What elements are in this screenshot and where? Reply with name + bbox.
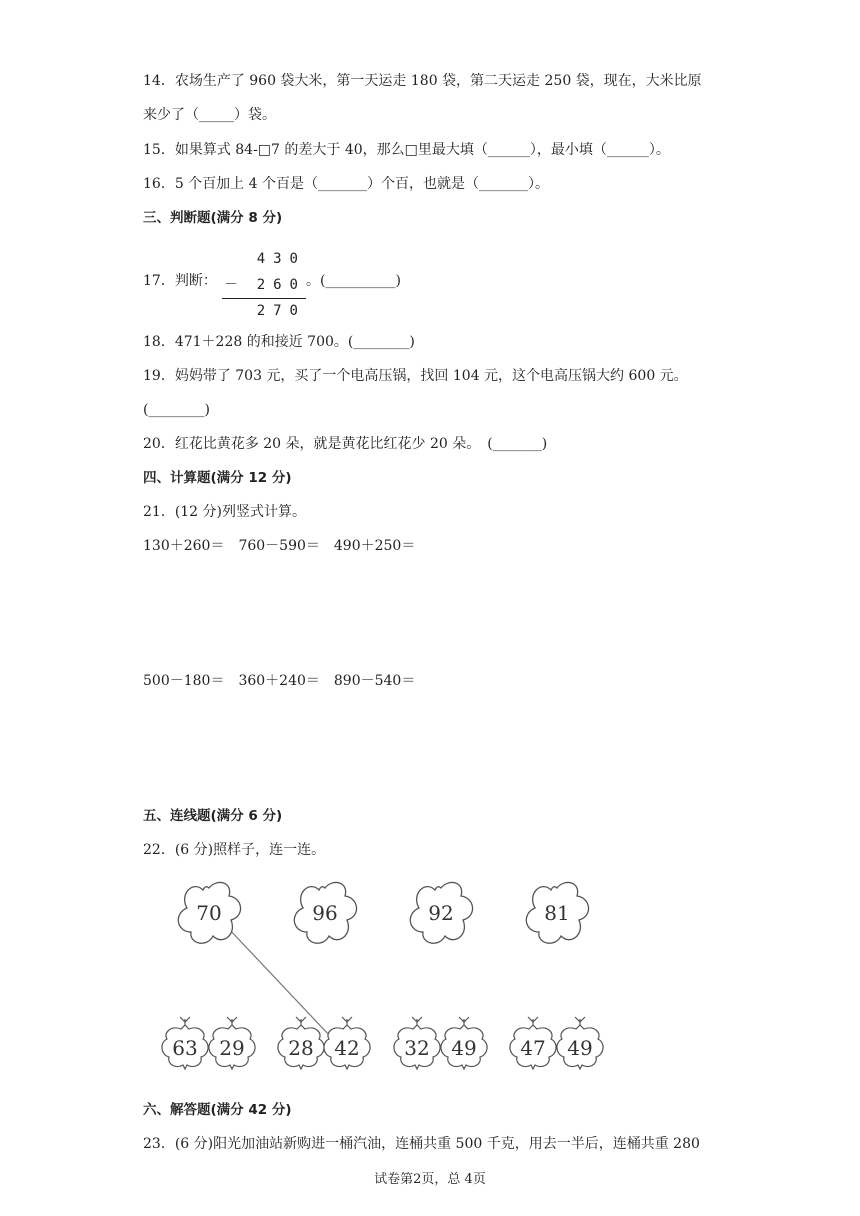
q21-row1: 130＋260＝ 760－590＝ 490＋250＝: [143, 538, 416, 554]
page-footer: 试卷第2页，总 4页: [374, 1172, 486, 1187]
leaf-number: 42: [334, 1036, 360, 1060]
q19-line2: (________): [143, 402, 210, 418]
q22: 22．(6 分)照样子，连一连。: [143, 842, 326, 858]
calc-operator: －: [224, 277, 238, 293]
flower-92[interactable]: [410, 882, 472, 943]
calc-divider: [222, 298, 306, 299]
matching-area: [0, 870, 860, 1080]
flower-number: 81: [544, 901, 570, 925]
leaf-number: 47: [520, 1036, 546, 1060]
q19-line1: 19．妈妈带了 703 元，买了一个电高压锅，找回 104 元，这个电高压锅大约 600 元。: [143, 368, 688, 384]
q14-line1: 14．农场生产了 960 袋大米，第一天运走 180 袋，第二天运走 250 袋，现在，大米比原: [143, 73, 702, 89]
calc-middle: 260: [256, 277, 306, 293]
example-connector-line: [228, 928, 330, 1036]
leaf-number: 29: [219, 1036, 245, 1060]
section6-heading: 六、解答题(满分 42 分): [143, 1102, 292, 1118]
q16: 16．5 个百加上 4 个百是（_______）个百，也就是（_______）。: [143, 176, 549, 192]
q14-line2: 来少了（_____）袋。: [143, 107, 276, 123]
section3-heading: 三、判断题(满分 8 分): [143, 210, 283, 226]
leaf-63[interactable]: [162, 1017, 208, 1069]
section5-heading: 五、连线题(满分 6 分): [143, 808, 283, 824]
leaf-49[interactable]: [557, 1017, 603, 1069]
flower-number: 70: [196, 901, 222, 925]
flower-number: 96: [312, 901, 338, 925]
leaf-number: 49: [451, 1036, 477, 1060]
flower-number: 92: [428, 901, 454, 925]
q15: 15．如果算式 84-□7 的差大于 40，那么□里最大填（______），最小填（______）。: [143, 142, 670, 158]
q21-row2: 500－180＝ 360＋240＝ 890－540＝: [143, 673, 416, 689]
q17-suffix: 。(__________): [306, 273, 401, 289]
calc-result: 270: [256, 303, 306, 319]
flower-81[interactable]: [526, 882, 588, 943]
leaf-47[interactable]: [510, 1017, 556, 1069]
leaf-number: 49: [567, 1036, 593, 1060]
leaf-32[interactable]: [394, 1017, 440, 1069]
leaf-49[interactable]: [441, 1017, 487, 1069]
leaf-29[interactable]: [209, 1017, 255, 1069]
leaf-number: 63: [172, 1036, 198, 1060]
q23: 23．(6 分)阳光加油站新购进一桶汽油，连桶共重 500 千克，用去一半后，连桶共重 280: [143, 1136, 700, 1152]
section4-heading: 四、计算题(满分 12 分): [143, 470, 292, 486]
q21: 21．(12 分)列竖式计算。: [143, 504, 307, 520]
flower-70[interactable]: [178, 882, 240, 943]
leaf-number: 28: [288, 1036, 314, 1060]
leaf-number: 32: [404, 1036, 430, 1060]
q17-prefix: 17．判断：: [143, 273, 217, 289]
q18: 18．471＋228 的和接近 700。(________): [143, 334, 415, 350]
leaf-28[interactable]: [278, 1017, 324, 1069]
q20: 20．红花比黄花多 20 朵，就是黄花比红花少 20 朵。 (_______): [143, 436, 548, 452]
q17-vertical-calc: [222, 246, 306, 324]
calc-top: 430: [256, 251, 306, 267]
leaf-42[interactable]: [324, 1017, 370, 1069]
flower-96[interactable]: [294, 882, 356, 943]
